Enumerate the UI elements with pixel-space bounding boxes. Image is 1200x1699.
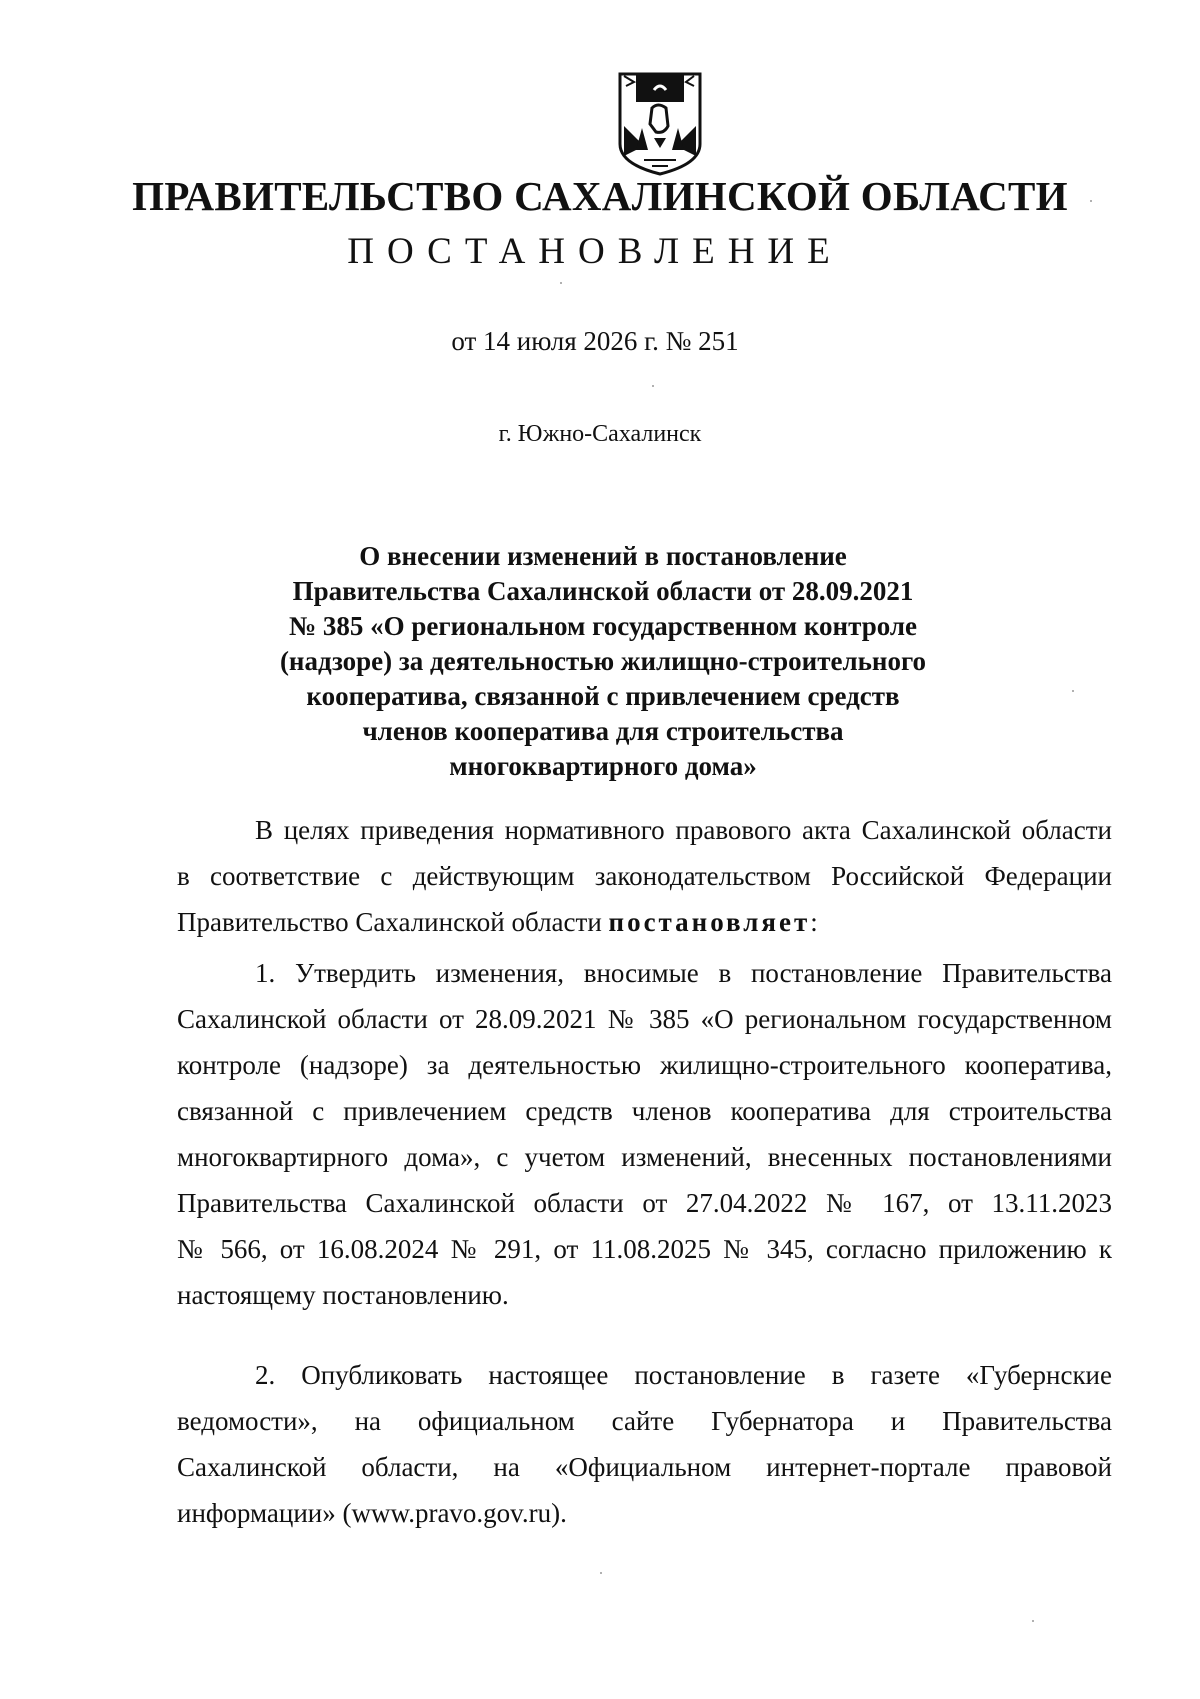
- government-title: ПРАВИТЕЛЬСТВО САХАЛИНСКОЙ ОБЛАСТИ: [132, 173, 1068, 219]
- paragraph-line: Правительства Сахалинской области от 27.04.2022 № 167, от 13.11.2023: [177, 1188, 1112, 1218]
- heading-line: Правительства Сахалинской области от 28.09.2021: [292, 576, 914, 606]
- paragraph-line: связанной с привлечением средств членов кооператива для строительства: [177, 1096, 1112, 1126]
- paragraph-line: [177, 899, 1112, 945]
- paragraph-line: № 566, от 16.08.2024 № 291, от 11.08.2025 № 345, согласно приложению к: [177, 1234, 1112, 1264]
- heading-line: многоквартирного дома»: [449, 751, 757, 781]
- preamble-paragraph: [177, 807, 1112, 945]
- item-1-paragraph: [177, 950, 1112, 1318]
- paragraph-line: Сахалинской области от 28.09.2021 № 385 «О региональном государственном: [177, 1004, 1112, 1034]
- coat-of-arms-icon: [614, 68, 706, 178]
- scan-speck: [1072, 690, 1074, 692]
- date-number-line: от 14 июля 2026 г. № 251: [451, 326, 739, 356]
- scan-speck: [652, 385, 654, 387]
- paragraph-line: в соответствие с действующим законодательством Российской Федерации: [177, 861, 1112, 891]
- paragraph-line: 2. Опубликовать настоящее постановление в газете «Губернские: [255, 1360, 1112, 1390]
- city-line: г. Южно-Сахалинск: [498, 421, 702, 447]
- paragraph-line: многоквартирного дома», с учетом изменений, внесенных постановлениями: [177, 1142, 1112, 1172]
- scan-speck: [1090, 200, 1092, 202]
- heading-line: кооператива, связанной с привлечением средств: [306, 681, 900, 711]
- preamble-text: Правительство Сахалинской области: [177, 907, 609, 937]
- scan-speck: [1032, 1620, 1034, 1622]
- document-type: ПОСТАНОВЛЕНИЕ: [347, 231, 843, 272]
- item-2-paragraph: [177, 1352, 1112, 1536]
- paragraph-line: Сахалинской области, на «Официальном интернет-портале правовой: [177, 1452, 1112, 1482]
- scan-speck: [560, 282, 562, 284]
- paragraph-line: В целях приведения нормативного правового акта Сахалинской области: [255, 815, 1112, 845]
- paragraph-line: настоящему постановлению.: [177, 1280, 509, 1310]
- heading-line: № 385 «О региональном государственном контроле: [289, 611, 917, 641]
- resolves-word: постановляет: [608, 907, 811, 937]
- paragraph-line: контроле (надзоре) за деятельностью жилищно-строительного кооператива,: [177, 1050, 1112, 1080]
- heading-line: членов кооператива для строительства: [362, 716, 844, 746]
- paragraph-line: информации» (www.pravo.gov.ru).: [177, 1498, 567, 1528]
- heading-line: О внесении изменений в постановление: [359, 541, 847, 571]
- paragraph-line: ведомости», на официальном сайте Губернатора и Правительства: [177, 1406, 1112, 1436]
- heading-line: (надзоре) за деятельностью жилищно-строительного: [279, 646, 927, 676]
- preamble-colon: :: [810, 907, 818, 937]
- paragraph-line: 1. Утвердить изменения, вносимые в постановление Правительства: [255, 958, 1112, 988]
- scan-speck: [600, 1572, 602, 1574]
- document-heading: [190, 539, 1016, 784]
